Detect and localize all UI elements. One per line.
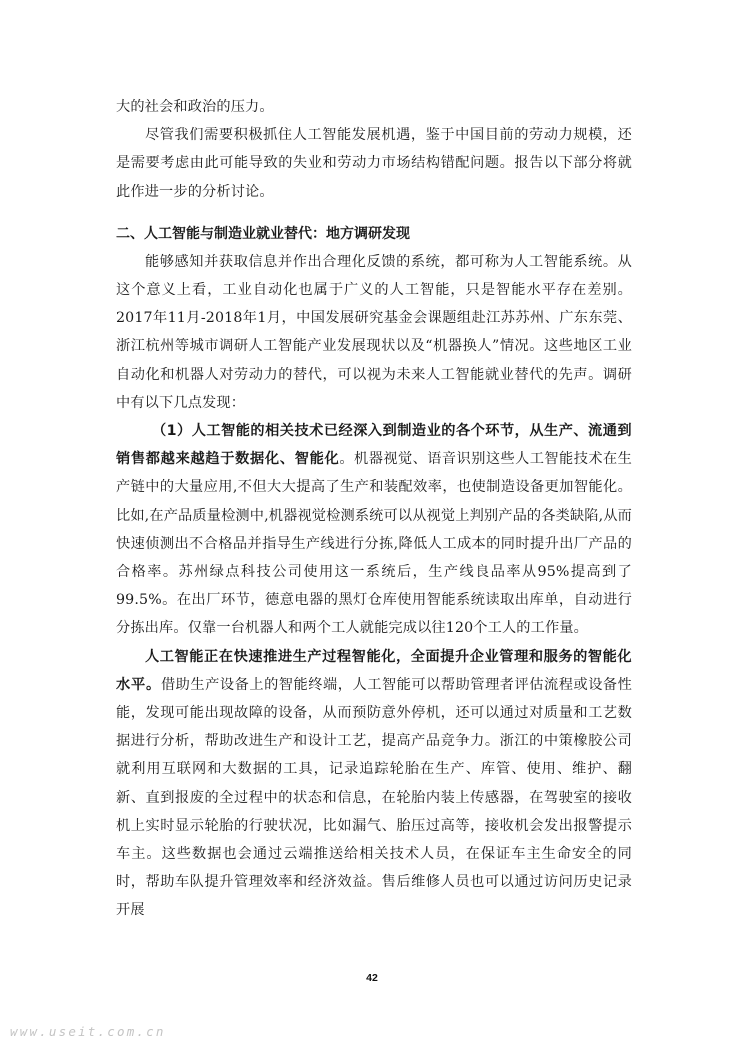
watermark: www.useit.com.cn	[10, 1024, 166, 1039]
paragraph-intro: 能够感知并获取信息并作出合理化反馈的系统，都可称为人工智能系统。从这个意义上看，工业自动化也属于广义的人工智能，只是智能水平存在差别。2017年11月-2018年1月，中国发展研究基金会课题组赴江苏苏州、广东东莞、浙江杭州等城市调研人工智能产业发展现状以及“机器换人”情况。这些地区工业自动化和机器人对劳动力的替代，可以视为未来人工智能就业替代的先声。调研中有以下几点发现：	[116, 253, 632, 411]
paragraph-unemployment: 尽管我们需要积极抓住人工智能发展机遇，鉴于中国目前的劳动力规模，还是需要考虑由此可能导致的失业和劳动力市场结构错配问题。报告以下部分将就此作进一步的分析讨论。	[116, 127, 632, 200]
finding-1-text: 。机器视觉、语音识别这些人工智能技术在生产链中的大量应用,不但大大提高了生产和装配效率，也使制造设备更加智能化。比如,在产品质量检测中,机器视觉检测系统可以从视觉上判别产品的各类缺陷,从而快速侦测出不合格品并指导生产线进行分拣,降低人工成本的同时提升出厂产品的合格率。苏州绿点科技公司使用这一系统后，生产线良品率从95%提高到了99.5%。在出厂环节，德意电器的黑灯仓库使用智能系统读取出库单，自动进行分拣出库。仅靠一台机器人和两个工人就能完成以往120个工人的工作量。	[116, 451, 632, 637]
page-number: 42	[366, 972, 378, 984]
finding-2-bold: 人工智能正在快速推进生产过程智能化，全面提升企业管理和服务的智能化水平。	[116, 648, 632, 693]
section-heading: 二、人工智能与制造业就业替代：地方调研发现	[116, 225, 410, 242]
document-body	[116, 93, 632, 925]
finding-1-bold: （1）人工智能的相关技术已经深入到制造业的各个环节，从生产、流通到销售都越来越趋于数据化、智能化	[116, 423, 632, 468]
paragraph-continuation: 大的社会和政治的压力。	[116, 99, 274, 115]
finding-2-text: 借助生产设备上的智能终端，人工智能可以帮助管理者评估流程或设备性能，发现可能出现故障的设备，从而预防意外停机，还可以通过对质量和工艺数据进行分析，帮助改进生产和设计工艺，提高产品竞争力。浙江的中策橡胶公司就利用互联网和大数据的工具，记录追踪轮胎在生产、库管、使用、维护、翻新、直到报废的全过程中的状态和信息，在轮胎内装上传感器，在驾驶室的接收机上实时显示轮胎的行驶状况，比如漏气、胎压过高等，接收机会发出报警提示车主。这些数据也会通过云端推送给相关技术人员，在保证车主生命安全的同时，帮助车队提升管理效率和经济效益。售后维修人员也可以通过访问历史记录开展	[116, 676, 632, 919]
paragraph-finding-2	[116, 643, 632, 925]
paragraph-finding-1	[116, 417, 632, 643]
